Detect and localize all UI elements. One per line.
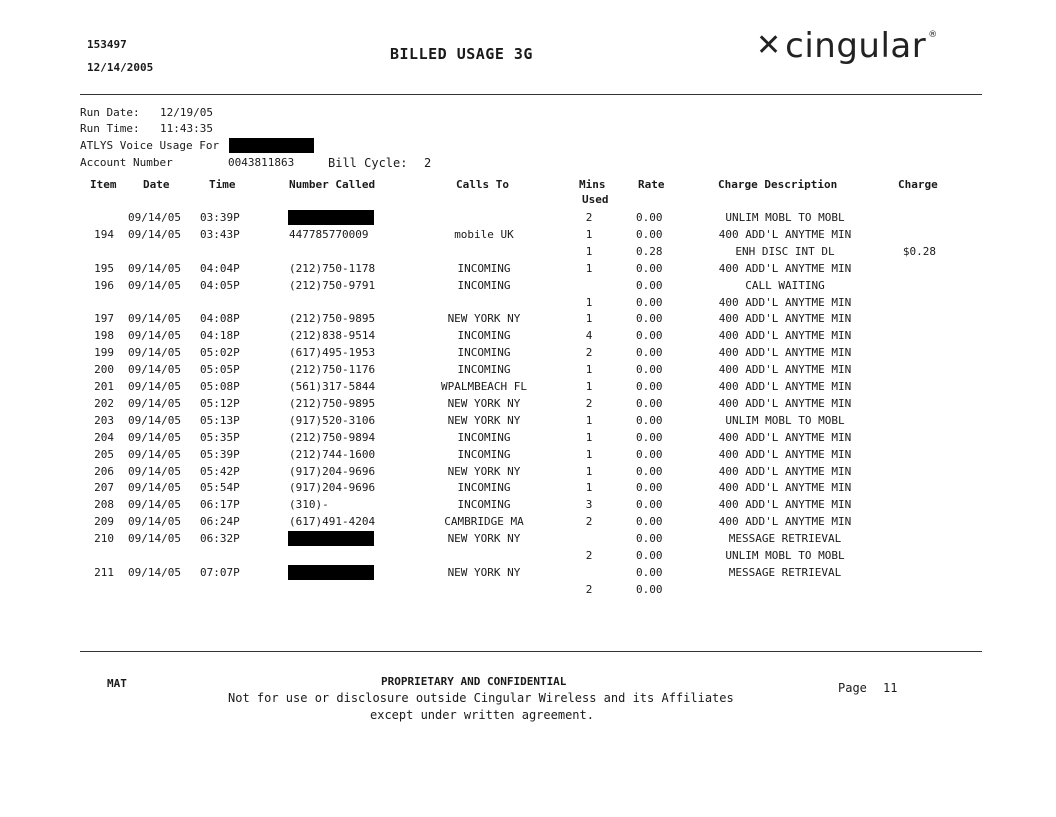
- cell-mins: 1: [585, 312, 593, 325]
- cell-time: 04:05P: [200, 279, 240, 292]
- cell-desc: 400 ADD'L ANYTME MIN: [718, 481, 852, 494]
- cell-date: 09/14/05: [128, 465, 181, 478]
- cell-desc: MESSAGE RETRIEVAL: [728, 532, 842, 545]
- cell-item: 203: [94, 414, 114, 427]
- cell-time: 05:08P: [200, 380, 240, 393]
- cell-calls-to: INCOMING: [457, 431, 511, 444]
- cell-time: 05:35P: [200, 431, 240, 444]
- cell-rate: 0.28: [636, 245, 663, 258]
- col-charge-description-header: Charge Description: [718, 178, 838, 191]
- footer-code: MAT: [107, 677, 127, 690]
- cell-rate: 0.00: [636, 498, 663, 511]
- cell-item: 196: [94, 279, 114, 292]
- page-title: BILLED USAGE 3G: [390, 45, 533, 63]
- cell-mins: 2: [585, 346, 593, 359]
- cell-date: 09/14/05: [128, 448, 181, 461]
- cell-item: 210: [94, 532, 114, 545]
- cell-calls-to: NEW YORK NY: [447, 566, 521, 579]
- cell-mins: 1: [585, 481, 593, 494]
- col-used-header: Used: [582, 193, 609, 206]
- cell-rate: 0.00: [636, 312, 663, 325]
- cell-desc: CALL WAITING: [745, 279, 825, 292]
- cell-date: 09/14/05: [128, 431, 181, 444]
- cell-calls-to: INCOMING: [457, 448, 511, 461]
- redacted-name-block: [229, 138, 314, 153]
- page-number: 11: [883, 681, 898, 695]
- cell-calls-to: INCOMING: [457, 262, 511, 275]
- cell-time: 04:08P: [200, 312, 240, 325]
- cell-date: 09/14/05: [128, 498, 181, 511]
- cell-desc: 400 ADD'L ANYTME MIN: [718, 363, 852, 376]
- cell-date: 09/14/05: [128, 211, 181, 224]
- cell-number: (310)-: [289, 498, 329, 511]
- cell-item: 206: [94, 465, 114, 478]
- cell-number: (212)750-1178: [289, 262, 376, 275]
- cell-item: 195: [94, 262, 114, 275]
- cell-mins: 1: [585, 245, 593, 258]
- cell-number: (617)495-1953: [289, 346, 376, 359]
- cell-rate: 0.00: [636, 583, 663, 596]
- cell-date: 09/14/05: [128, 262, 181, 275]
- cell-item: 198: [94, 329, 114, 342]
- usage-for-label: ATLYS Voice Usage For: [80, 139, 220, 152]
- cell-rate: 0.00: [636, 515, 663, 528]
- cell-desc: 400 ADD'L ANYTME MIN: [718, 431, 852, 444]
- cell-number: (212)750-1176: [289, 363, 376, 376]
- cell-desc: 400 ADD'L ANYTME MIN: [718, 312, 852, 325]
- run-time-label: Run Time:: [80, 122, 140, 135]
- footer-divider: [80, 651, 982, 652]
- cell-desc: ENH DISC INT DL: [735, 245, 835, 258]
- cell-time: 06:24P: [200, 515, 240, 528]
- cell-time: 05:39P: [200, 448, 240, 461]
- cell-item: 211: [94, 566, 114, 579]
- redacted-number-block: [288, 210, 374, 225]
- cell-rate: 0.00: [636, 431, 663, 444]
- cell-rate: 0.00: [636, 465, 663, 478]
- cell-mins: 1: [585, 414, 593, 427]
- redacted-number-block: [288, 531, 374, 546]
- cell-desc: 400 ADD'L ANYTME MIN: [718, 448, 852, 461]
- cell-time: 05:02P: [200, 346, 240, 359]
- cell-rate: 0.00: [636, 414, 663, 427]
- cell-date: 09/14/05: [128, 515, 181, 528]
- col-item-header: Item: [90, 178, 117, 191]
- cell-number: (561)317-5844: [289, 380, 376, 393]
- cell-time: 03:39P: [200, 211, 240, 224]
- cell-mins: 4: [585, 329, 593, 342]
- cell-mins: 1: [585, 363, 593, 376]
- cell-rate: 0.00: [636, 397, 663, 410]
- cell-item: 202: [94, 397, 114, 410]
- cell-desc: UNLIM MOBL TO MOBL: [725, 414, 845, 427]
- cell-calls-to: INCOMING: [457, 481, 511, 494]
- col-rate-header: Rate: [638, 178, 665, 191]
- cell-mins: 2: [585, 549, 593, 562]
- document-id: 153497: [87, 38, 127, 51]
- cell-desc: 400 ADD'L ANYTME MIN: [718, 397, 852, 410]
- cell-number: (212)838-9514: [289, 329, 376, 342]
- cell-rate: 0.00: [636, 296, 663, 309]
- cell-rate: 0.00: [636, 279, 663, 292]
- cell-date: 09/14/05: [128, 380, 181, 393]
- cell-time: 04:18P: [200, 329, 240, 342]
- cell-time: 05:05P: [200, 363, 240, 376]
- cell-item: 209: [94, 515, 114, 528]
- cell-item: 199: [94, 346, 114, 359]
- cell-rate: 0.00: [636, 346, 663, 359]
- account-number-label: Account Number: [80, 156, 173, 169]
- cell-date: 09/14/05: [128, 329, 181, 342]
- cell-desc: 400 ADD'L ANYTME MIN: [718, 515, 852, 528]
- cell-rate: 0.00: [636, 448, 663, 461]
- cingular-logo: [756, 26, 937, 66]
- cell-rate: 0.00: [636, 532, 663, 545]
- cell-date: 09/14/05: [128, 532, 181, 545]
- cell-date: 09/14/05: [128, 481, 181, 494]
- cell-rate: 0.00: [636, 481, 663, 494]
- cell-time: 05:13P: [200, 414, 240, 427]
- cell-mins: 1: [585, 465, 593, 478]
- cell-date: 09/14/05: [128, 397, 181, 410]
- cell-desc: 400 ADD'L ANYTME MIN: [718, 346, 852, 359]
- cell-mins: 1: [585, 431, 593, 444]
- cell-rate: 0.00: [636, 363, 663, 376]
- cell-item: 194: [94, 228, 114, 241]
- cell-mins: 2: [585, 515, 593, 528]
- cell-item: 205: [94, 448, 114, 461]
- cell-date: 09/14/05: [128, 414, 181, 427]
- bill-cycle-value: 2: [424, 156, 432, 170]
- account-number-value: 0043811863: [228, 156, 295, 169]
- cell-calls-to: CAMBRIDGE MA: [444, 515, 524, 528]
- cell-number: (212)750-9894: [289, 431, 376, 444]
- cell-mins: 2: [585, 583, 593, 596]
- cell-calls-to: INCOMING: [457, 329, 511, 342]
- cell-number: 447785770009: [289, 228, 369, 241]
- col-calls-to-header: Calls To: [456, 178, 509, 191]
- cell-date: 09/14/05: [128, 363, 181, 376]
- cell-time: 04:04P: [200, 262, 240, 275]
- cell-calls-to: INCOMING: [457, 346, 511, 359]
- cell-date: 09/14/05: [128, 228, 181, 241]
- col-number-called-header: Number Called: [289, 178, 376, 191]
- cell-mins: 2: [585, 397, 593, 410]
- cell-number: (917)204-9696: [289, 465, 376, 478]
- bill-cycle-label: Bill Cycle:: [328, 156, 408, 170]
- cell-time: 05:54P: [200, 481, 240, 494]
- cell-time: 06:17P: [200, 498, 240, 511]
- cell-item: 200: [94, 363, 114, 376]
- cell-rate: 0.00: [636, 262, 663, 275]
- cell-desc: 400 ADD'L ANYTME MIN: [718, 228, 852, 241]
- document-date: 12/14/2005: [87, 61, 154, 74]
- cell-item: 208: [94, 498, 114, 511]
- cell-number: (212)744-1600: [289, 448, 376, 461]
- cell-number: (212)750-9895: [289, 397, 376, 410]
- cell-desc: UNLIM MOBL TO MOBL: [725, 211, 845, 224]
- cell-desc: 400 ADD'L ANYTME MIN: [718, 380, 852, 393]
- cell-calls-to: NEW YORK NY: [447, 532, 521, 545]
- cell-calls-to: INCOMING: [457, 363, 511, 376]
- cell-number: (917)204-9696: [289, 481, 376, 494]
- cell-mins: 2: [585, 211, 593, 224]
- cell-item: 207: [94, 481, 114, 494]
- page-label: Page: [838, 681, 867, 695]
- cell-charge: $0.28: [902, 245, 936, 258]
- cell-rate: 0.00: [636, 380, 663, 393]
- cell-mins: 1: [585, 262, 593, 275]
- cell-time: 05:42P: [200, 465, 240, 478]
- cell-item: 201: [94, 380, 114, 393]
- cell-date: 09/14/05: [128, 279, 181, 292]
- cell-desc: 400 ADD'L ANYTME MIN: [718, 329, 852, 342]
- cell-calls-to: INCOMING: [457, 498, 511, 511]
- cell-date: 09/14/05: [128, 346, 181, 359]
- cell-desc: MESSAGE RETRIEVAL: [728, 566, 842, 579]
- proprietary-heading: PROPRIETARY AND CONFIDENTIAL: [381, 675, 567, 688]
- cell-calls-to: NEW YORK NY: [447, 312, 521, 325]
- disclosure-line-1: Not for use or disclosure outside Cingular Wireless and its Affiliates: [228, 691, 734, 705]
- run-time-value: 11:43:35: [160, 122, 213, 135]
- cell-date: 09/14/05: [128, 312, 181, 325]
- cell-calls-to: NEW YORK NY: [447, 397, 521, 410]
- col-mins-header: Mins: [579, 178, 606, 191]
- cell-rate: 0.00: [636, 228, 663, 241]
- disclosure-line-2: except under written agreement.: [370, 708, 594, 722]
- col-date-header: Date: [143, 178, 170, 191]
- cell-number: (212)750-9895: [289, 312, 376, 325]
- cell-time: 03:43P: [200, 228, 240, 241]
- cingular-mark-icon: ✕: [756, 28, 782, 63]
- cell-time: 05:12P: [200, 397, 240, 410]
- cell-calls-to: INCOMING: [457, 279, 511, 292]
- cell-desc: 400 ADD'L ANYTME MIN: [718, 465, 852, 478]
- cell-desc: 400 ADD'L ANYTME MIN: [718, 296, 852, 309]
- cell-calls-to: NEW YORK NY: [447, 465, 521, 478]
- cell-desc: 400 ADD'L ANYTME MIN: [718, 262, 852, 275]
- cell-rate: 0.00: [636, 329, 663, 342]
- cell-item: 204: [94, 431, 114, 444]
- cell-mins: 3: [585, 498, 593, 511]
- cell-calls-to: WPALMBEACH FL: [440, 380, 528, 393]
- cingular-wordmark: cingular: [785, 26, 927, 66]
- cell-desc: UNLIM MOBL TO MOBL: [725, 549, 845, 562]
- cell-desc: 400 ADD'L ANYTME MIN: [718, 498, 852, 511]
- redacted-number-block: [288, 565, 374, 580]
- cell-number: (917)520-3106: [289, 414, 376, 427]
- cell-mins: 1: [585, 448, 593, 461]
- run-date-label: Run Date:: [80, 106, 140, 119]
- cell-time: 07:07P: [200, 566, 240, 579]
- cell-rate: 0.00: [636, 566, 663, 579]
- cell-time: 06:32P: [200, 532, 240, 545]
- run-date-value: 12/19/05: [160, 106, 213, 119]
- cell-rate: 0.00: [636, 549, 663, 562]
- cell-item: 197: [94, 312, 114, 325]
- cell-rate: 0.00: [636, 211, 663, 224]
- cell-mins: 1: [585, 296, 593, 309]
- cell-calls-to: NEW YORK NY: [447, 414, 521, 427]
- cell-mins: 1: [585, 380, 593, 393]
- cell-date: 09/14/05: [128, 566, 181, 579]
- cell-mins: 1: [585, 228, 593, 241]
- col-time-header: Time: [209, 178, 236, 191]
- registered-mark: ®: [928, 30, 938, 40]
- col-charge-header: Charge: [898, 178, 938, 191]
- cell-number: (617)491-4204: [289, 515, 376, 528]
- cell-calls-to: mobile UK: [454, 228, 514, 241]
- cell-number: (212)750-9791: [289, 279, 376, 292]
- header-divider: [80, 94, 982, 95]
